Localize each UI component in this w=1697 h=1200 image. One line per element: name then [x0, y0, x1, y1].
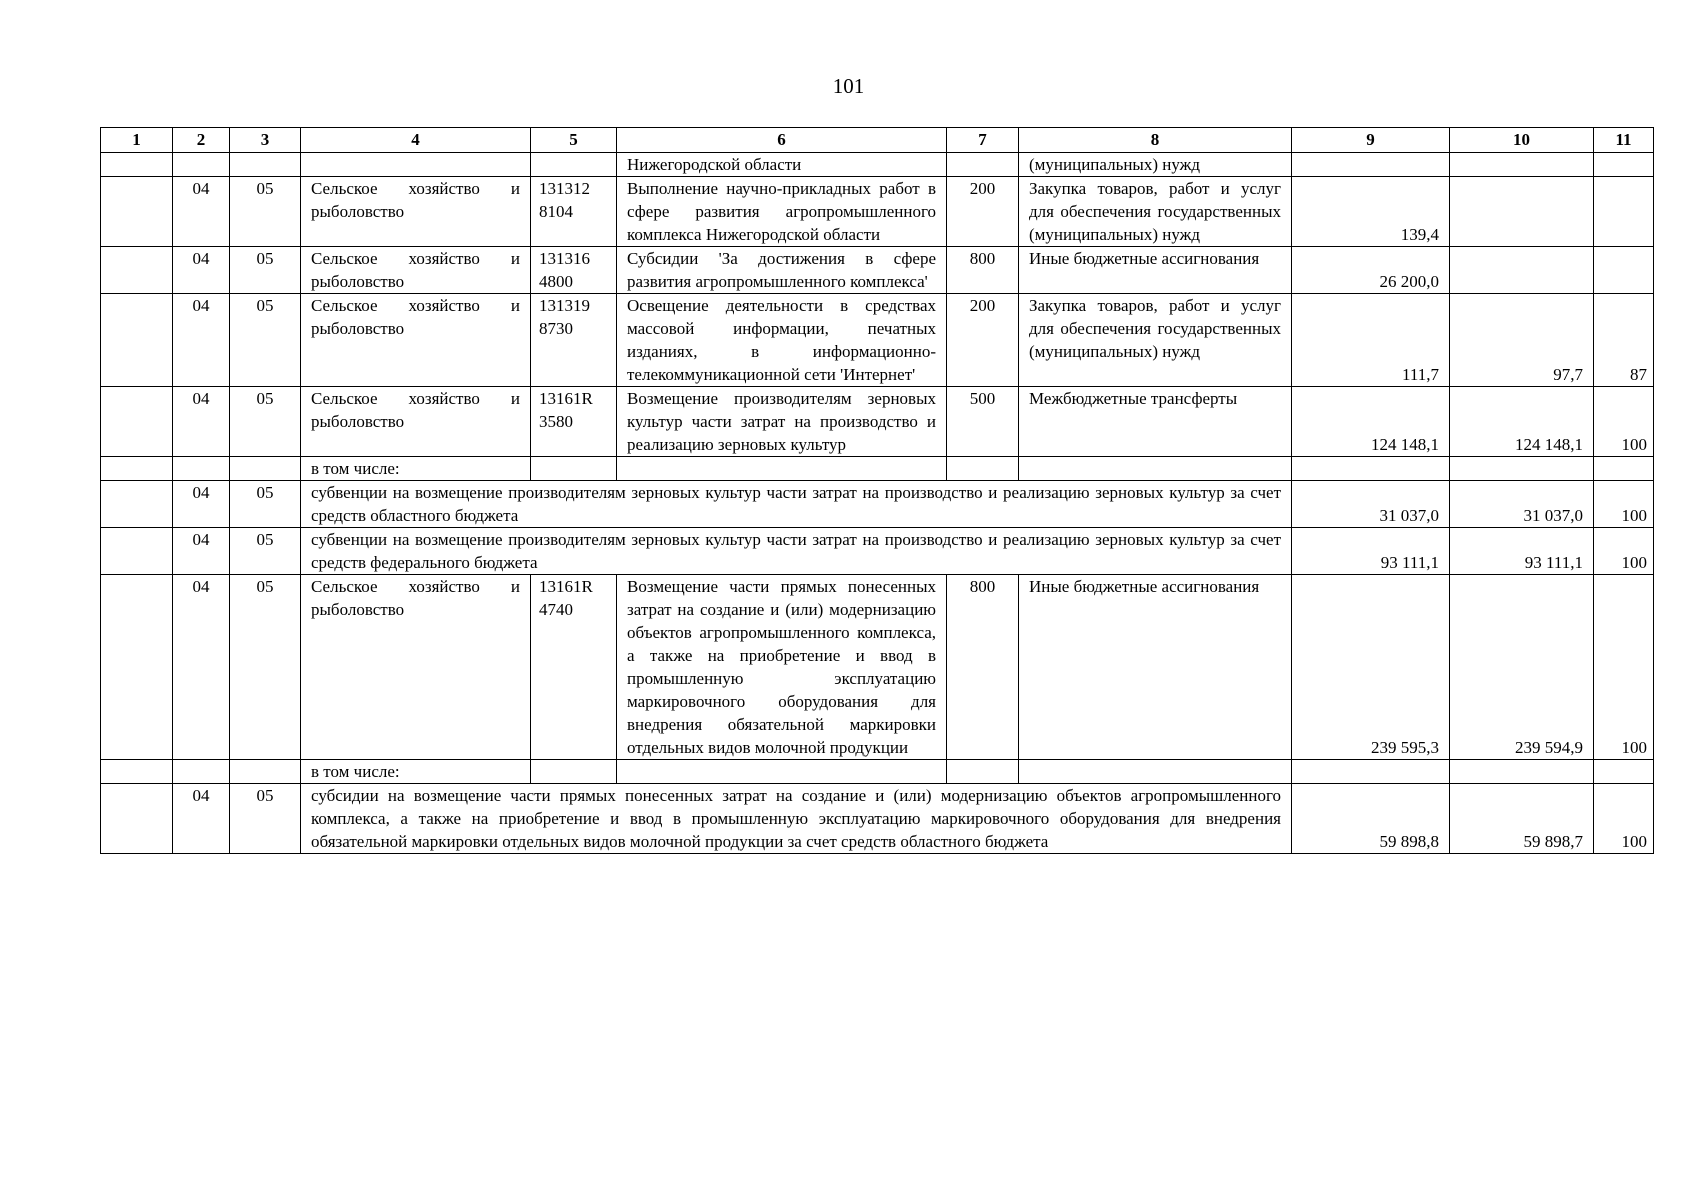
cell: (муниципальных) нужд [1019, 153, 1292, 177]
cell: Межбюджетные трансферты [1019, 387, 1292, 457]
cell [101, 177, 173, 247]
header-cell: 9 [1292, 128, 1450, 153]
cell: 05 [230, 528, 301, 575]
cell [1450, 457, 1594, 481]
cell: 800 [947, 247, 1019, 294]
table-row [101, 294, 1654, 387]
cell: 05 [230, 247, 301, 294]
cell: 239 594,9 [1450, 575, 1594, 760]
cell: 05 [230, 575, 301, 760]
cell: Сельское хозяйство и рыболовство [301, 575, 531, 760]
cell [1594, 760, 1654, 784]
cell: Возмещение части прямых понесенных затрат на создание и (или) модернизацию объектов агропромышленного комплекса, а также на приобретение и ввод в промышленную эксплуатацию маркировочного оборудования для внедрения обязательной маркировки отдельных видов молочной продукции [617, 575, 947, 760]
table-row [101, 481, 1654, 528]
cell: 05 [230, 294, 301, 387]
including-label: в том числе: [301, 760, 531, 784]
cell [101, 784, 173, 854]
header-cell: 7 [947, 128, 1019, 153]
cell: Сельское хозяйство и рыболовство [301, 177, 531, 247]
cell: Сельское хозяйство и рыболовство [301, 247, 531, 294]
table-row [101, 247, 1654, 294]
cell: 59 898,7 [1450, 784, 1594, 854]
cell: Сельское хозяйство и рыболовство [301, 294, 531, 387]
header-cell: 5 [531, 128, 617, 153]
cell: 04 [173, 528, 230, 575]
cell: 124 148,1 [1450, 387, 1594, 457]
cell [230, 760, 301, 784]
cell [230, 153, 301, 177]
cell [1450, 247, 1594, 294]
cell [1019, 760, 1292, 784]
cell [1450, 760, 1594, 784]
cell: 05 [230, 387, 301, 457]
including-row [101, 457, 1654, 481]
header-cell: 3 [230, 128, 301, 153]
cell [173, 457, 230, 481]
page-number: 101 [832, 74, 865, 98]
cell [617, 760, 947, 784]
cell: 59 898,8 [1292, 784, 1450, 854]
cell [1292, 457, 1450, 481]
cell [1450, 177, 1594, 247]
cell: 500 [947, 387, 1019, 457]
cell: Нижегородской области [617, 153, 947, 177]
header-cell: 1 [101, 128, 173, 153]
cell [617, 457, 947, 481]
cell: 26 200,0 [1292, 247, 1450, 294]
cell [101, 457, 173, 481]
cell: 239 595,3 [1292, 575, 1450, 760]
cell [101, 575, 173, 760]
cell [101, 528, 173, 575]
cell [947, 153, 1019, 177]
cell [947, 457, 1019, 481]
cell: 100 [1594, 575, 1654, 760]
cell [531, 457, 617, 481]
cell [1594, 153, 1654, 177]
cell: 200 [947, 177, 1019, 247]
table-row [101, 528, 1654, 575]
cell: 97,7 [1450, 294, 1594, 387]
cell [1594, 177, 1654, 247]
cell: 31 037,0 [1292, 481, 1450, 528]
cell: Иные бюджетные ассигнования [1019, 575, 1292, 760]
header-cell: 8 [1019, 128, 1292, 153]
cell [1594, 247, 1654, 294]
cell: 31 037,0 [1450, 481, 1594, 528]
cell [1292, 760, 1450, 784]
cell: Закупка товаров, работ и услуг для обеспечения государственных (муниципальных) нужд [1019, 294, 1292, 387]
cell: 04 [173, 247, 230, 294]
cell: 04 [173, 177, 230, 247]
cell [101, 387, 173, 457]
cell: 131312 8104 [531, 177, 617, 247]
header-cell: 6 [617, 128, 947, 153]
cell [230, 457, 301, 481]
cell [101, 247, 173, 294]
cell: 800 [947, 575, 1019, 760]
cell: 13161R 4740 [531, 575, 617, 760]
cell [101, 760, 173, 784]
merged-description-cell: субвенции на возмещение производителям зерновых культур части затрат на производство и реализацию зерновых культур за счет средств областного бюджета [301, 481, 1292, 528]
table-row [101, 153, 1654, 177]
table-row [101, 387, 1654, 457]
table-row [101, 784, 1654, 854]
cell [173, 760, 230, 784]
cell: 139,4 [1292, 177, 1450, 247]
cell: Сельское хозяйство и рыболовство [301, 387, 531, 457]
cell: 13161R 3580 [531, 387, 617, 457]
cell [101, 294, 173, 387]
cell [1019, 457, 1292, 481]
cell: 131316 4800 [531, 247, 617, 294]
cell [531, 760, 617, 784]
cell: 04 [173, 481, 230, 528]
cell: Возмещение производителям зерновых культур части затрат на производство и реализацию зерновых культур [617, 387, 947, 457]
cell: Освещение деятельности в средствах массовой информации, печатных изданиях, в информационно-телекоммуникационной сети 'Интернет' [617, 294, 947, 387]
cell: 93 111,1 [1450, 528, 1594, 575]
cell: 124 148,1 [1292, 387, 1450, 457]
cell: Выполнение научно-прикладных работ в сфере развития агропромышленного комплекса Нижегородской области [617, 177, 947, 247]
cell: 04 [173, 294, 230, 387]
including-row [101, 760, 1654, 784]
cell: 05 [230, 177, 301, 247]
header-row [101, 128, 1654, 153]
including-label: в том числе: [301, 457, 531, 481]
cell [1292, 153, 1450, 177]
cell: 05 [230, 481, 301, 528]
cell [531, 153, 617, 177]
cell: 100 [1594, 528, 1654, 575]
cell: Закупка товаров, работ и услуг для обеспечения государственных (муниципальных) нужд [1019, 177, 1292, 247]
cell: 131319 8730 [531, 294, 617, 387]
table-row [101, 575, 1654, 760]
merged-description-cell: субвенции на возмещение производителям зерновых культур части затрат на производство и реализацию зерновых культур за счет средств федерального бюджета [301, 528, 1292, 575]
cell: 04 [173, 784, 230, 854]
cell [1450, 153, 1594, 177]
table-row [101, 177, 1654, 247]
cell: 04 [173, 575, 230, 760]
cell [173, 153, 230, 177]
cell: 100 [1594, 387, 1654, 457]
budget-table [100, 127, 1654, 854]
cell [101, 481, 173, 528]
cell: 100 [1594, 784, 1654, 854]
header-cell: 11 [1594, 128, 1654, 153]
cell: Иные бюджетные ассигнования [1019, 247, 1292, 294]
cell: 93 111,1 [1292, 528, 1450, 575]
header-cell: 10 [1450, 128, 1594, 153]
cell: 04 [173, 387, 230, 457]
cell: 05 [230, 784, 301, 854]
cell: Субсидии 'За достижения в сфере развития агропромышленного комплекса' [617, 247, 947, 294]
cell [301, 153, 531, 177]
header-cell: 4 [301, 128, 531, 153]
cell: 87 [1594, 294, 1654, 387]
cell [1594, 457, 1654, 481]
cell [101, 153, 173, 177]
cell: 111,7 [1292, 294, 1450, 387]
header-cell: 2 [173, 128, 230, 153]
merged-description-cell: субсидии на возмещение части прямых понесенных затрат на создание и (или) модернизацию объектов агропромышленного комплекса, а также на приобретение и ввод в промышленную эксплуатацию маркировочного оборудования для внедрения обязательной маркировки отдельных видов молочной продукции за счет средств областного бюджета [301, 784, 1292, 854]
cell [947, 760, 1019, 784]
cell: 200 [947, 294, 1019, 387]
cell: 100 [1594, 481, 1654, 528]
